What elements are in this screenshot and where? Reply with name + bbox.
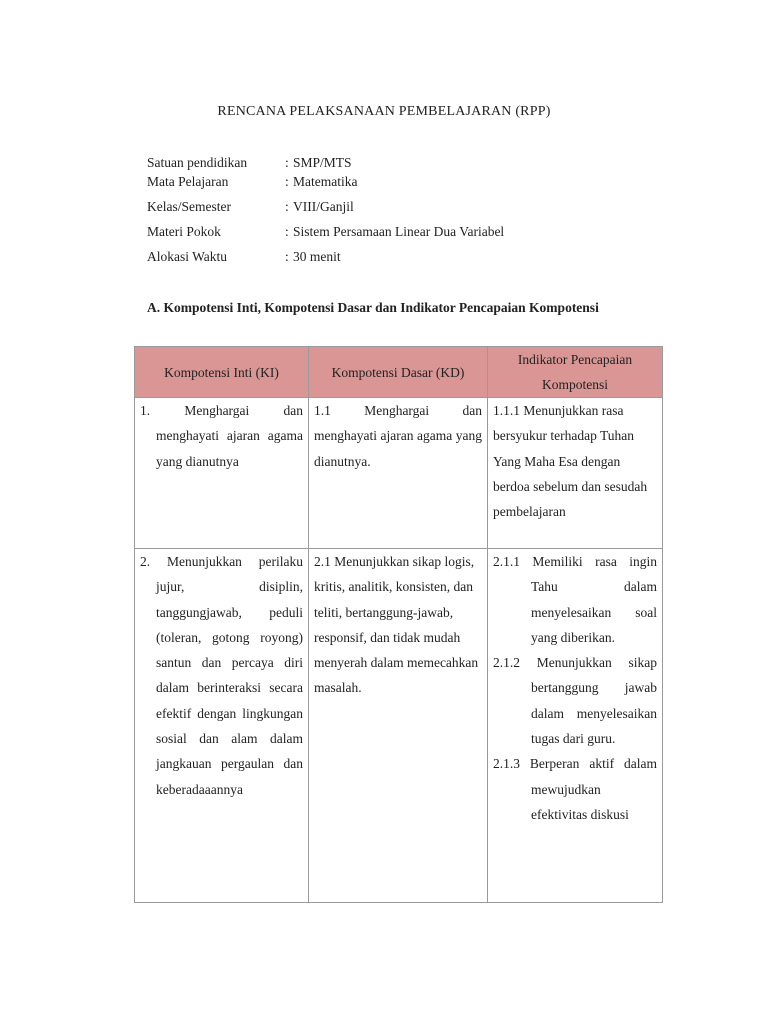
info-row-class (147, 198, 667, 223)
kd-text: 2.1 Menunjukkan sikap logis, kritis, analitik, konsisten, dan teliti, bertanggung-jawab, responsif, dan tidak mudah menyerah dalam memecahkan masalah. (314, 554, 479, 696)
kd-cell (309, 398, 488, 549)
header-ki: Kompotensi Inti (KI) (135, 347, 309, 398)
info-colon: : (285, 155, 289, 170)
info-colon: : (285, 199, 289, 214)
info-colon: : (285, 249, 289, 264)
info-value: Sistem Persamaan Linear Dua Variabel (293, 224, 505, 239)
info-row-subject (147, 173, 667, 198)
info-row-time (147, 248, 667, 273)
indicator-item: 2.1.1 Memiliki rasa ingin Tahu dalam menyelesaikan soal yang diberikan. (493, 554, 657, 645)
info-label: Satuan pendidikan (147, 155, 248, 170)
info-row-school (147, 154, 667, 173)
competency-table (134, 346, 663, 903)
indicator-item: 1.1.1 Menunjukkan rasa bersyukur terhadap Tuhan Yang Maha Esa dengan berdoa sebelum dan sesudah pembelajaran (493, 403, 648, 520)
section-a-heading: A. Kompotensi Inti, Kompotensi Dasar dan Indikator Pencapaian Kompotensi (147, 300, 599, 315)
ki-cell (135, 398, 309, 549)
indicator-cell (488, 549, 663, 903)
indicator-cell (488, 398, 663, 549)
info-colon: : (285, 224, 289, 239)
info-label: Materi Pokok (147, 224, 221, 239)
ki-text: 2. Menunjukkan perilaku jujur, disiplin, tanggungjawab, peduli (toleran, gotong royong) santun dan percaya diri dalam berinteraksi secara efektif dengan lingkungan sosial dan alam dalam jangkauan pergaulan dan keberadaaannya (140, 554, 303, 797)
table-row (135, 549, 663, 903)
info-label: Mata Pelajaran (147, 174, 229, 189)
info-value: SMP/MTS (293, 155, 352, 170)
info-label: Kelas/Semester (147, 199, 231, 214)
ki-text: 1. Menghargai dan menghayati ajaran agama yang dianutnya (140, 403, 303, 469)
table-header-row (135, 347, 663, 398)
info-value: VIII/Ganjil (293, 199, 354, 214)
indicator-item: 2.1.3 Berperan aktif dalam mewujudkan efektivitas diskusi (493, 756, 657, 822)
page-title: RENCANA PELAKSANAAN PEMBELAJARAN (RPP) (217, 104, 551, 119)
info-value: 30 menit (293, 249, 341, 264)
header-indicator: Indikator Pencapaian Kompotensi (488, 347, 663, 398)
info-colon: : (285, 174, 289, 189)
info-value: Matematika (293, 174, 358, 189)
indicator-item: 2.1.2 Menunjukkan sikap bertanggung jawab dalam menyelesaikan tugas dari guru. (493, 655, 657, 747)
info-label: Alokasi Waktu (147, 249, 228, 264)
header-kd: Kompotensi Dasar (KD) (309, 347, 488, 398)
kd-text: 1.1 Menghargai dan menghayati ajaran agama yang dianutnya. (314, 403, 482, 469)
info-row-topic (147, 223, 667, 248)
identity-block (147, 154, 667, 273)
ki-cell (135, 549, 309, 903)
table-row (135, 398, 663, 549)
kd-cell (309, 549, 488, 903)
